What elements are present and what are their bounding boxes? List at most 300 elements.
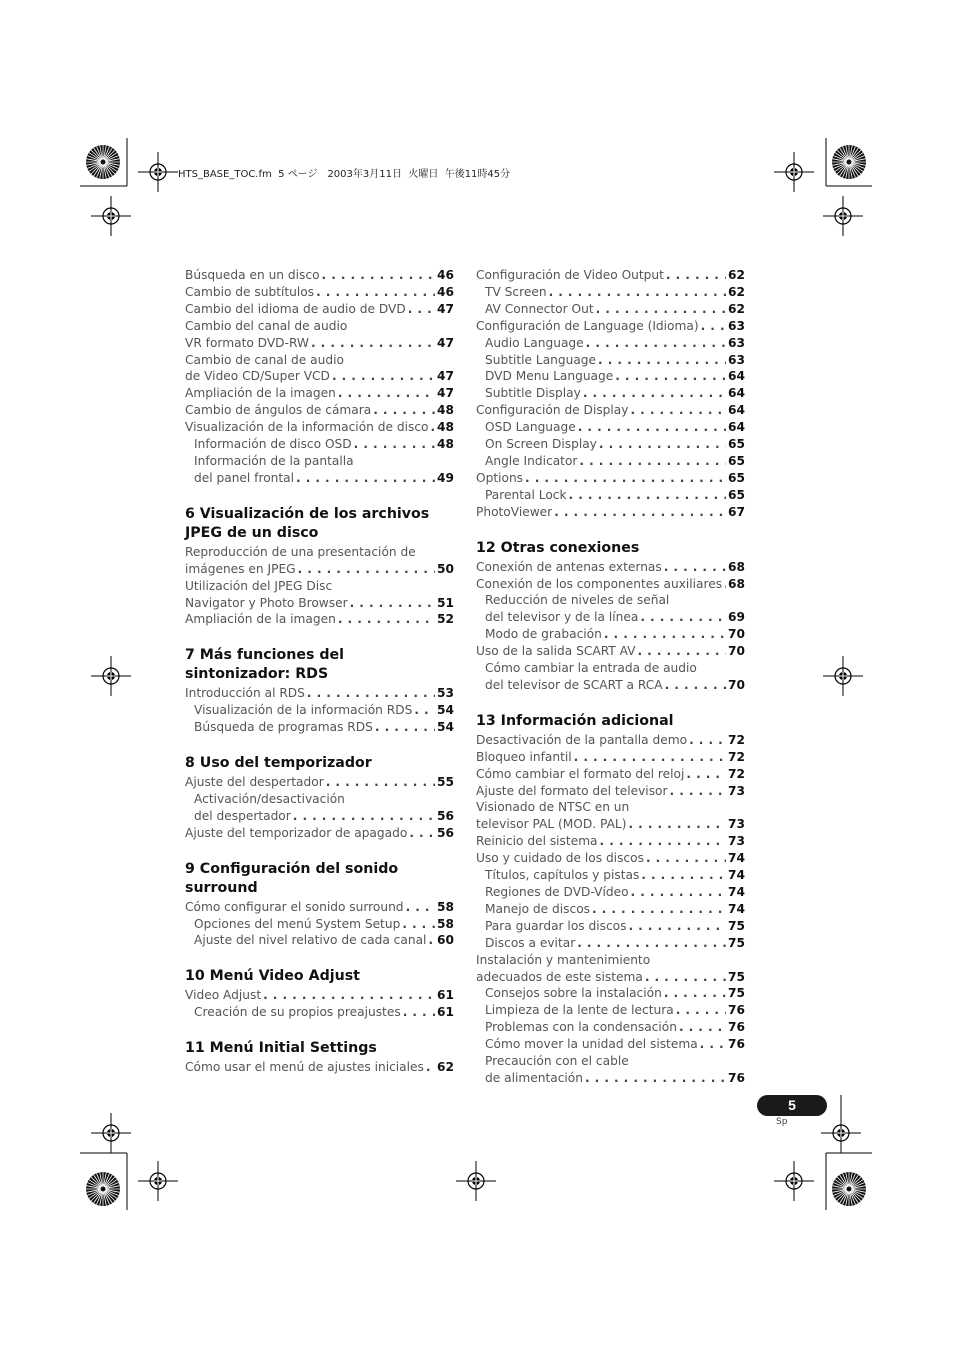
page-language-code: Sp [776, 1117, 788, 1127]
toc-entry-title: PhotoViewer [476, 504, 553, 519]
toc-entry-title: Configuración de Language (Idioma) [476, 318, 699, 333]
toc-entry-title: Ajuste del formato del televisor [476, 783, 668, 798]
toc-entry[interactable] [476, 1002, 745, 1019]
toc-entry-page: 62 [437, 1060, 454, 1075]
toc-left-column [185, 267, 454, 1076]
toc-entry[interactable] [185, 916, 454, 933]
toc-entry[interactable] [476, 453, 745, 470]
dot-leader [402, 916, 435, 933]
toc-entry-title: Angle Indicator [485, 453, 578, 468]
toc-entry-page: 54 [437, 703, 454, 718]
dot-leader [700, 1036, 726, 1053]
toc-entry-title: Precaución con el cable [485, 1054, 629, 1069]
dot-leader [569, 487, 726, 504]
toc-entry-title: Utilización del JPEG Disc [185, 578, 333, 593]
section-title: 7 Más funciones del sintonizador: RDS [185, 647, 345, 683]
dot-leader [628, 816, 726, 833]
dot-leader [664, 985, 726, 1002]
dot-leader [322, 267, 436, 284]
toc-entry-page: 65 [728, 437, 745, 452]
toc-entry[interactable] [185, 1004, 454, 1021]
toc-entry-title: Parental Lock [485, 487, 567, 502]
toc-entry-page: 55 [437, 775, 454, 790]
toc-entry[interactable] [476, 402, 745, 419]
toc-entry[interactable] [476, 884, 745, 901]
toc-entry-title: TV Screen [485, 284, 547, 299]
toc-section [185, 1039, 454, 1076]
toc-entry-title: Subtitle Display [485, 386, 581, 401]
dot-leader [354, 436, 435, 453]
toc-entry-title: Subtitle Language [485, 352, 597, 367]
toc-entry-title: Configuración de Video Output [476, 268, 664, 282]
toc-entry-page: 56 [437, 808, 454, 823]
toc-entry-page: 49 [437, 470, 454, 485]
dot-leader [408, 301, 435, 318]
dot-leader [701, 318, 726, 335]
toc-entry-page: 73 [728, 783, 745, 798]
toc-entry-title: Conexión de antenas externas [476, 559, 662, 574]
toc-entry-title: On Screen Display [485, 437, 597, 452]
toc-entry-title: Regiones de DVD-Vídeo [485, 885, 629, 899]
dot-leader [585, 1070, 726, 1087]
toc-section [185, 505, 454, 629]
dot-leader [615, 368, 726, 385]
toc-entry-title: Ampliación de la imagen [185, 386, 336, 401]
dot-leader [645, 969, 726, 986]
toc-entry-title: del panel frontal [194, 470, 295, 485]
section-title: 8 Uso del temporizador [185, 755, 372, 772]
toc-entry-title: Ampliación de la imagen [185, 612, 336, 627]
section-title: 12 Otras conexiones [476, 539, 640, 556]
toc-entry[interactable] [476, 1019, 745, 1036]
toc-entry-page: 68 [728, 576, 745, 591]
toc-entry[interactable] [476, 799, 745, 816]
toc-entry-page: 70 [728, 627, 745, 642]
toc-entry-page: 72 [728, 749, 745, 764]
toc-entry[interactable] [476, 816, 745, 833]
dot-leader [428, 932, 435, 949]
dot-leader [307, 685, 435, 702]
toc-entry[interactable] [476, 732, 745, 749]
toc-entry-title: Introducción al RDS [185, 686, 305, 701]
toc-entry-title: imágenes en JPEG [185, 561, 296, 576]
toc-entry-title: Reducción de niveles de señal [485, 593, 670, 608]
toc-entry-title: Uso de la salida SCART AV [476, 644, 636, 659]
toc-entry-title: DVD Menu Language [485, 369, 614, 384]
toc-entry[interactable] [476, 487, 745, 504]
toc-entry-page: 60 [437, 933, 454, 948]
dot-leader [338, 611, 435, 628]
dot-leader [628, 918, 726, 935]
toc-entry-page: 58 [437, 899, 454, 914]
toc-entry-page: 64 [728, 369, 745, 384]
toc-entry-page: 75 [728, 969, 745, 984]
toc-entry[interactable] [476, 335, 745, 352]
toc-entry[interactable] [476, 419, 745, 436]
toc-entry-page: 58 [437, 916, 454, 931]
toc-entry-page: 47 [437, 335, 454, 350]
toc-entry-page: 56 [437, 825, 454, 840]
toc-entry[interactable] [476, 470, 745, 487]
toc-entry-title: Información de la pantalla [194, 453, 354, 468]
toc-entry-title: Uso y cuidado de los discos [476, 851, 644, 866]
dot-leader [375, 719, 435, 736]
dot-leader [640, 609, 726, 626]
dot-leader [338, 385, 435, 402]
toc-entry-page: 51 [437, 595, 454, 610]
toc-entry[interactable] [476, 592, 745, 609]
toc-entry-title: Bloqueo infantil [476, 749, 572, 764]
toc-right-column [476, 267, 745, 1087]
toc-entry[interactable] [185, 318, 454, 335]
toc-entry[interactable] [476, 301, 745, 318]
toc-entry-title: Creación de su propios preajustes [194, 1005, 401, 1020]
toc-entry[interactable] [185, 899, 454, 916]
dot-leader [596, 301, 726, 318]
toc-entry-page: 64 [728, 386, 745, 401]
dot-leader [689, 732, 726, 749]
toc-entry[interactable] [476, 504, 745, 521]
dot-leader [637, 643, 726, 660]
toc-entry[interactable] [476, 609, 745, 626]
toc-section [185, 967, 454, 1021]
toc-entry[interactable] [476, 901, 745, 918]
toc-entry-title: Cambio de canal de audio [185, 352, 344, 367]
dot-leader [646, 850, 726, 867]
toc-entry[interactable] [185, 1059, 454, 1076]
toc-entry[interactable] [185, 774, 454, 791]
toc-entry-page: 74 [728, 901, 745, 916]
toc-entry[interactable] [185, 685, 454, 702]
section-title: 10 Menú Video Adjust [185, 968, 360, 985]
dot-leader [373, 402, 435, 419]
toc-section [185, 646, 454, 736]
toc-entry-page: 47 [437, 369, 454, 384]
toc-entry[interactable] [476, 368, 745, 385]
toc-entry-title: Limpieza de la lente de lectura [485, 1003, 674, 1018]
toc-entry-title: Cambio de ángulos de cámara [185, 403, 372, 418]
dot-leader [586, 335, 726, 352]
toc-entry-page: 64 [728, 420, 745, 435]
dot-leader [664, 559, 726, 576]
toc-entry[interactable] [476, 850, 745, 867]
toc-entry[interactable] [476, 952, 745, 969]
toc-entry-page: 68 [728, 559, 745, 574]
toc-entry-title: Activación/desactivación [194, 791, 345, 806]
toc-entry-title: Desactivación de la pantalla demo [476, 732, 688, 747]
toc-entry[interactable] [476, 783, 745, 800]
toc-entry[interactable] [476, 284, 745, 301]
toc-section [476, 539, 745, 694]
file-header: HTS_BASE_TOC.fm 5 ページ 2003年3月11日 火曜日 午後11時45分 [178, 169, 511, 180]
toc-entry[interactable] [476, 576, 745, 593]
toc-entry-page: 65 [728, 487, 745, 502]
toc-entry-page: 65 [728, 470, 745, 485]
section-title: 13 Información adicional [476, 712, 674, 729]
dot-leader [574, 749, 726, 766]
dot-leader [631, 884, 726, 901]
toc-entry-title: Conexión de los componentes auxiliares [476, 576, 723, 591]
dot-leader [666, 267, 726, 284]
dot-leader [403, 1004, 435, 1021]
dot-leader [350, 595, 435, 612]
toc-entry[interactable] [476, 559, 745, 576]
toc-entry-page: 75 [728, 918, 745, 933]
toc-entry[interactable] [476, 1070, 745, 1087]
toc-entry[interactable] [185, 267, 454, 284]
dot-leader [679, 1019, 726, 1036]
toc-entry[interactable] [185, 402, 454, 419]
dot-leader [316, 284, 435, 301]
toc-entry-page: 63 [728, 352, 745, 367]
toc-entry-page: 62 [728, 268, 745, 282]
dot-leader [577, 935, 726, 952]
toc-entry-page: 76 [728, 1003, 745, 1018]
toc-entry-title: AV Connector Out [485, 301, 594, 316]
toc-entry-title: de Video CD/Super VCD [185, 369, 330, 384]
toc-entry-page: 48 [437, 420, 454, 435]
toc-entry-title: Options [476, 470, 524, 485]
toc-entry-title: Cómo configurar el sonido surround [185, 899, 404, 914]
toc-section [185, 754, 454, 842]
dot-leader [326, 774, 435, 791]
toc-entry[interactable] [185, 719, 454, 736]
toc-entry-title: Visionado de NTSC en un [476, 800, 630, 815]
toc-entry[interactable] [185, 702, 454, 719]
toc-entry-title: de alimentación [485, 1070, 583, 1085]
toc-entry[interactable] [185, 791, 454, 808]
toc-entry-page: 67 [728, 504, 745, 519]
toc-entry-page: 53 [437, 686, 454, 701]
toc-entry-title: Cómo mover la unidad del sistema [485, 1037, 698, 1052]
toc-entry-title: Ajuste del nivel relativo de cada canal [194, 933, 427, 948]
dot-leader [641, 867, 726, 884]
toc-entry-title: del televisor y de la línea [485, 610, 639, 625]
dot-leader [406, 899, 435, 916]
toc-entry-page: 74 [728, 885, 745, 899]
toc-entry-title: Cambio del canal de audio [185, 318, 348, 333]
toc-entry[interactable] [476, 352, 745, 369]
toc-entry[interactable] [185, 301, 454, 318]
dot-leader [724, 576, 726, 593]
dot-leader [579, 453, 726, 470]
toc-entry[interactable] [185, 987, 454, 1004]
toc-entry[interactable] [185, 385, 454, 402]
toc-section [476, 267, 745, 521]
toc-entry-title: del televisor de SCART a RCA [485, 677, 663, 692]
dot-leader [332, 368, 435, 385]
dot-leader [409, 825, 435, 842]
toc-entry-title: Navigator y Photo Browser [185, 595, 348, 610]
toc-entry[interactable] [185, 544, 454, 561]
toc-entry[interactable] [185, 368, 454, 385]
dot-leader [414, 702, 435, 719]
toc-entry[interactable] [476, 626, 745, 643]
toc-entry-title: Discos a evitar [485, 935, 576, 950]
dot-leader [599, 436, 726, 453]
toc-entry-title: Visualización de la información RDS [194, 703, 413, 718]
dot-leader [263, 987, 435, 1004]
toc-entry-title: Problemas con la condensación [485, 1020, 677, 1035]
toc-entry-page: 46 [437, 268, 454, 282]
dot-leader [592, 901, 726, 918]
toc-entry[interactable] [185, 808, 454, 825]
toc-entry-page: 65 [728, 453, 745, 468]
toc-entry-title: Cómo usar el menú de ajustes iniciales [185, 1060, 424, 1075]
toc-entry-title: Cambio del idioma de audio de DVD [185, 301, 406, 316]
toc-entry[interactable] [185, 352, 454, 369]
toc-entry-page: 48 [437, 403, 454, 418]
dot-leader [578, 419, 726, 436]
toc-entry-page: 75 [728, 986, 745, 1001]
toc-entry-page: 74 [728, 851, 745, 866]
toc-entry-title: Información de disco OSD [194, 437, 352, 452]
toc-entry-title: Cambio de subtítulos [185, 284, 315, 299]
dot-leader [293, 808, 435, 825]
toc-entry-title: Configuración de Display [476, 403, 629, 418]
toc-entry-title: Reproducción de una presentación de [185, 544, 416, 559]
toc-entry[interactable] [185, 932, 454, 949]
toc-entry[interactable] [476, 867, 745, 884]
dot-leader [598, 352, 726, 369]
toc-entry[interactable] [185, 611, 454, 628]
toc-entry[interactable] [476, 766, 745, 783]
toc-section [476, 712, 745, 1087]
toc-entry-page: 70 [728, 644, 745, 659]
dot-leader [549, 284, 726, 301]
toc-entry-title: OSD Language [485, 420, 576, 435]
toc-entry-page: 70 [728, 677, 745, 692]
toc-entry-page: 46 [437, 284, 454, 299]
toc-entry-page: 76 [728, 1070, 745, 1085]
toc-entry-page: 64 [728, 403, 745, 418]
toc-entry-page: 62 [728, 301, 745, 316]
toc-entry-title: Audio Language [485, 335, 584, 350]
toc-entry-page: 54 [437, 720, 454, 735]
toc-entry[interactable] [476, 969, 745, 986]
toc-entry-title: Reinicio del sistema [476, 834, 598, 849]
toc-entry-page: 48 [437, 437, 454, 452]
section-title: 9 Configuración del sonido surround [185, 860, 399, 896]
toc-entry-page: 74 [728, 868, 745, 883]
toc-entry-page: 61 [437, 988, 454, 1003]
section-title: 6 Visualización de los archivos JPEG de un disco [185, 505, 430, 541]
toc-entry[interactable] [476, 833, 745, 850]
toc-entry[interactable] [476, 385, 745, 402]
dot-leader [426, 1059, 435, 1076]
toc-entry-title: adecuados de este sistema [476, 969, 643, 984]
toc-entry[interactable] [185, 825, 454, 842]
toc-entry-page: 73 [728, 834, 745, 849]
toc-entry-title: Cómo cambiar el formato del reloj [476, 766, 685, 781]
dot-leader [431, 419, 436, 436]
dot-leader [554, 504, 726, 521]
toc-entry[interactable] [476, 643, 745, 660]
page-number-badge: 5 [757, 1095, 827, 1116]
toc-entry[interactable] [476, 436, 745, 453]
toc-entry-title: Para guardar los discos [485, 918, 627, 933]
toc-entry-title: VR formato DVD-RW [185, 335, 309, 350]
toc-entry-page: 72 [728, 766, 745, 781]
toc-entry-page: 72 [728, 732, 745, 747]
toc-section [185, 267, 454, 487]
toc-entry-title: Búsqueda de programas RDS [194, 720, 373, 735]
toc-entry-page: 76 [728, 1037, 745, 1052]
toc-entry-page: 50 [437, 561, 454, 576]
toc-entry[interactable] [476, 660, 745, 677]
toc-entry-title: Instalación y mantenimiento [476, 952, 651, 967]
toc-entry-title: Ajuste del despertador [185, 775, 324, 790]
toc-entry-title: Opciones del menú System Setup [194, 916, 401, 931]
toc-entry[interactable] [476, 267, 745, 284]
toc-entry-page: 76 [728, 1020, 745, 1035]
toc-entry[interactable] [185, 595, 454, 612]
toc-entry[interactable] [185, 561, 454, 578]
dot-leader [676, 1002, 726, 1019]
toc-entry-title: Modo de grabación [485, 627, 602, 642]
dot-leader [525, 470, 726, 487]
toc-entry[interactable] [185, 436, 454, 453]
dot-leader [670, 783, 727, 800]
dot-leader [583, 385, 726, 402]
toc-entry[interactable] [185, 453, 454, 470]
toc-entry[interactable] [476, 677, 745, 694]
toc-entry-title: Consejos sobre la instalación [485, 986, 662, 1001]
dot-leader [604, 626, 726, 643]
toc-entry-title: Búsqueda en un disco [185, 268, 320, 282]
toc-entry[interactable] [476, 318, 745, 335]
toc-entry[interactable] [185, 335, 454, 352]
toc-entry[interactable] [476, 1053, 745, 1070]
toc-entry-page: 52 [437, 612, 454, 627]
toc-entry[interactable] [185, 284, 454, 301]
section-title: 11 Menú Initial Settings [185, 1040, 377, 1057]
dot-leader [311, 335, 435, 352]
toc-entry-page: 47 [437, 301, 454, 316]
toc-entry-title: Visualización de la información de disco [185, 420, 429, 435]
dot-leader [296, 470, 435, 487]
toc-entry-page: 69 [728, 610, 745, 625]
toc-entry-page: 62 [728, 284, 745, 299]
toc-entry-title: Ajuste del temporizador de apagado [185, 825, 408, 840]
toc-entry[interactable] [476, 1036, 745, 1053]
dot-leader [298, 561, 435, 578]
toc-entry-page: 75 [728, 935, 745, 950]
dot-leader [630, 402, 726, 419]
dot-leader [665, 677, 726, 694]
toc-entry[interactable] [476, 749, 745, 766]
toc-entry-page: 61 [437, 1005, 454, 1020]
toc-entry[interactable] [476, 985, 745, 1002]
dot-leader [600, 833, 727, 850]
toc-entry-page: 63 [728, 335, 745, 350]
toc-entry-title: Títulos, capítulos y pistas [485, 868, 640, 883]
toc-entry-page: 63 [728, 318, 745, 333]
dot-leader [686, 766, 726, 783]
toc-entry-title: televisor PAL (MOD. PAL) [476, 817, 627, 832]
toc-entry-title: Manejo de discos [485, 901, 591, 916]
toc-entry-title: Video Adjust [185, 988, 262, 1003]
toc-entry[interactable] [476, 918, 745, 935]
toc-entry[interactable] [185, 470, 454, 487]
toc-entry[interactable] [185, 419, 454, 436]
toc-entry[interactable] [185, 578, 454, 595]
toc-entry-title: del despertador [194, 808, 291, 823]
toc-section [185, 860, 454, 950]
toc-entry-title: Cómo cambiar la entrada de audio [485, 661, 697, 676]
toc-entry[interactable] [476, 935, 745, 952]
toc-entry-page: 47 [437, 386, 454, 401]
